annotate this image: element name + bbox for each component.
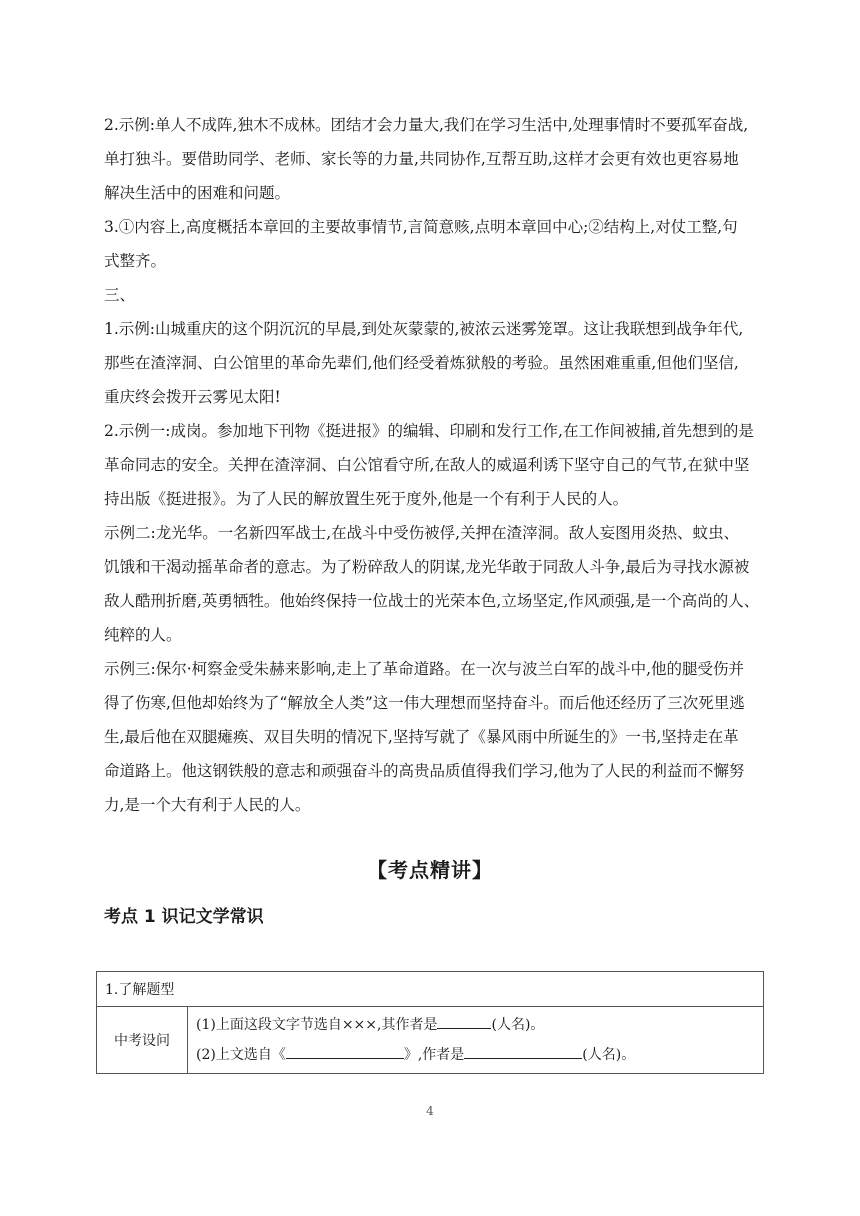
row-label-cell: 中考设问 (97, 1007, 188, 1074)
answer-line: 命道路上。他这钢铁般的意志和顽强奋斗的高贵品质值得我们学习,他为了人民的利益而不懈努 (104, 762, 745, 780)
answer-line: 纯粹的人。 (104, 626, 182, 644)
answer-line: 革命同志的安全。关押在渣滓洞、白公馆看守所,在敌人的威逼利诱下坚守自己的气节,在狱中坚 (104, 456, 750, 474)
question-text: (人名)。 (582, 1047, 636, 1063)
answer-line: 那些在渣滓洞、白公馆里的革命先辈们,他们经受着炼狱般的考验。虽然困难重重,但他们坚信, (104, 354, 739, 372)
answer-line: 3.①内容上,高度概括本章回的主要故事情节,言简意赅,点明本章回中心;②结构上,对仗工整,句 (104, 218, 738, 236)
question-line-2 (196, 1040, 755, 1070)
answer-line: 2.示例一:成岗。参加地下刊物《挺进报》的编辑、印刷和发行工作,在工作间被捕,首先想到的是 (104, 422, 754, 440)
answer-line: 得了伤寒,但他却始终为了“解放全人类”这一伟大理想而坚持奋斗。而后他还经历了三次死里逃 (104, 694, 745, 712)
answer-blank (464, 1043, 582, 1059)
answer-line: 重庆终会拨开云雾见太阳! (104, 388, 281, 406)
section-title: 【考点精讲】 (367, 858, 493, 882)
question-line-1 (196, 1010, 755, 1040)
question-text: (人名)。 (491, 1017, 545, 1033)
question-text: 》,作者是 (403, 1047, 465, 1063)
answer-line: 三、 (104, 286, 136, 304)
answer-blank (437, 1013, 491, 1029)
answer-line: 示例三:保尔·柯察金受朱赫来影响,走上了革命道路。在一次与波兰白军的战斗中,他的腿受伤并 (104, 660, 745, 678)
table-header-cell: 1.了解题型 (97, 972, 764, 1007)
answer-line: 力,是一个大有利于人民的人。 (104, 796, 311, 814)
answer-line: 2.示例:单人不成阵,独木不成林。团结才会力量大,我们在学习生活中,处理事情时不要孤军奋战, (104, 116, 749, 134)
table-row (97, 1007, 764, 1074)
answer-line: 式整齐。 (104, 252, 167, 270)
question-text: (2)上文选自《 (196, 1047, 286, 1063)
answer-blank (286, 1043, 404, 1059)
answer-line: 示例二:龙光华。一名新四军战士,在战斗中受伤被俘,关押在渣滓洞。敌人妄图用炎热、蚊虫、 (104, 524, 740, 542)
table-header-row (97, 972, 764, 1007)
answer-line: 生,最后他在双腿瘫痪、双目失明的情况下,坚持写就了《暴风雨中所诞生的》一书,坚持走在革 (104, 728, 739, 746)
answer-text-block (104, 108, 764, 822)
question-cell (188, 1007, 764, 1074)
question-type-table (96, 971, 764, 1074)
answer-line: 1.示例:山城重庆的这个阴沉沉的早晨,到处灰蒙蒙的,被浓云迷雾笼罩。这让我联想到战争年代, (104, 320, 744, 338)
answer-line: 敌人酷刑折磨,英勇牺牲。他始终保持一位战士的光荣本色,立场坚定,作风顽强,是一个高尚的人、 (104, 592, 760, 610)
subsection-title: 考点 1 识记文学常识 (104, 907, 264, 927)
question-text: (1)上面这段文字节选自×××,其作者是 (196, 1017, 438, 1033)
page-number: 4 (426, 1104, 434, 1118)
answer-line: 持出版《挺进报》。为了人民的解放置生死于度外,他是一个有利于人民的人。 (104, 490, 629, 508)
answer-line: 解决生活中的困难和问题。 (104, 184, 291, 202)
answer-line: 单打独斗。要借助同学、老师、家长等的力量,共同协作,互帮互助,这样才会更有效也更容易地 (104, 150, 739, 168)
answer-line: 饥饿和干渴动摇革命者的意志。为了粉碎敌人的阴谋,龙光华敢于同敌人斗争,最后为寻找水源被 (104, 558, 750, 576)
